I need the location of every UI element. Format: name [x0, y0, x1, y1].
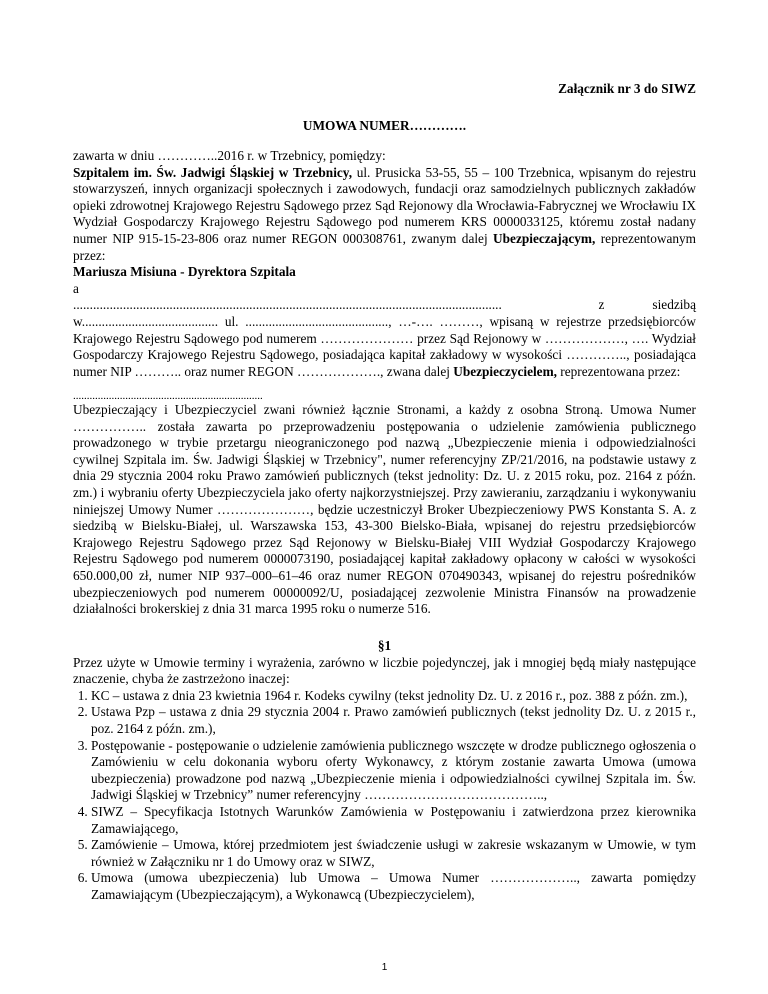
intro-block — [73, 148, 696, 405]
blank-name-line — [73, 297, 696, 314]
party1-paragraph — [73, 165, 696, 265]
party1-text: ul. Prusicka 53-55, 55 – 100 Trzebnica, wpisanym do rejestru stowarzyszeń, innych organizacji społecznych i zawodowych, fundacji oraz samodzielnych publicznych zakładów opieki zdrowotnej Krajowego Rejestru Sądowego przez Sąd Rejonowy dla Wrocławia-Fabrycznej we Wrocławiu IX Wydział Gospodarczy Krajowego Rejestru Sądowego pod numerem KRS 0000033125, któremu został nadany numer NIP 915-15-23-806 oraz numer REGON 000308761, zwanym dalej — [73, 164, 696, 246]
section-1-lead: Przez użyte w Umowie terminy i wyrażenia, zarówno w liczbie pojedynczej, jak i mnogiej będą miały następujące znaczenie, chyba że zastrzeżono inaczej: — [73, 654, 696, 687]
main-paragraph-block — [73, 402, 696, 618]
definitions-list — [73, 688, 696, 904]
party2-role: Ubezpieczycielem, — [453, 363, 557, 379]
main-paragraph: Ubezpieczający i Ubezpieczyciel zwani również łącznie Stronami, a każdy z osobna Stroną. Umowa Numer …………….. została zawarta po przeprowadzeniu postępowania o udzielenie zamówienia publicznego prowadzonego w trybie przetargu nieograniczonego pod nazwą „Ubezpieczenie mienia i odpowiedzialności cywilnej Szpitala im. Św. Jadwigi Śląskiej w Trzebnicy", numer referencyjny ZP/21/2016, na podstawie ustawy z dnia 29 stycznia 2004 roku Prawo zamówień publicznych (tekst jednolity: Dz. U. z 2015 roku, poz. 2164 z późn. zm.) i wybraniu oferty Ubezpieczyciela jako oferty najkorzystniejszej. Przy zawieraniu, zarządzaniu i wykonywaniu niniejszej Umowy Numer …………………, będzie uczestniczył Broker Ubezpieczeniowy PWS Konstanta S. A. z siedzibą w Bielsku-Białej, ul. Warszawska 153, 43-300 Bielsko-Biała, wpisanej do rejestru przedsiębiorców Krajowego Rejestru Sądowego przez Sąd Rejonowy w Bielsku-Białej VIII Wydział Gospodarczy Krajowego Rejestru Sądowego pod numerem 0000073190, posiadającej kapitał zakładowy opłacony w całości w wysokości 650.000,00 zł, numer NIP 937–000–61–46 oraz numer REGON 070490343, wpisanej do rejestru pośredników ubezpieczeniowych pod numerem 00000092/U, posiadającej zezwolenie Ministra Finansów na prowadzenie działalności brokerskiej z dnia 31 marca 1995 roku o numerze 516. — [73, 402, 696, 617]
party1-tail: reprezentowanym przez: — [73, 230, 696, 263]
page-number: 1 — [381, 962, 388, 973]
section-1 — [73, 638, 696, 904]
list-item: 5. Zamówienie – Umowa, której przedmiotem jest świadczenie usługi w zakresie wskazanym w Umowie, w tym również w Załączniku nr 1 do Umowy oraz w SIWZ, — [91, 837, 696, 870]
list-item: 4. SIWZ – Specyfikacja Istotnych Warunków Zamówienia w Postępowaniu i zatwierdzona przez kierownika Zamawiającego, — [91, 804, 696, 837]
list-item: 2. Ustawa Pzp – ustawa z dnia 29 stycznia 2004 r. Prawo zamówień publicznych (tekst jednolity Dz. U. z 2015 r., poz. 2164 z późn. zm.), — [91, 704, 696, 737]
list-item: 3. Postępowanie - postępowanie o udzielenie zamówienia publicznego wszczęte w drodze publicznego ogłoszenia o Zamówieniu w celu dokonania wyboru oferty Wykonawcy, z którym zostanie zawarta Umowa (umowa ubezpieczenia) prowadzone pod nazwą „Ubezpieczenie mienia i odpowiedzialności cywilnej Szpitala im. Św. Jadwigi Śląskiej w Trzebnicy” numer referencyjny ………………………………….., — [91, 738, 696, 804]
section-1-heading: §1 — [377, 638, 392, 653]
party2-tail: reprezentowana przez: — [556, 363, 681, 379]
representative-dots: ..................................................................... — [73, 390, 263, 403]
party1-name: Szpitalem im. Św. Jadwigi Śląskiej w Trzebnicy, — [73, 164, 353, 180]
siedziba-word: siedzibą — [652, 297, 696, 313]
intro-date-line: zawarta w dniu …………..2016 r. w Trzebnicy, pomiędzy: — [73, 148, 386, 163]
annex-label: Załącznik nr 3 do SIWZ — [558, 81, 696, 96]
contract-title: UMOWA NUMER…………. — [302, 118, 467, 133]
and-line: a — [73, 280, 79, 296]
z-word: z — [598, 297, 605, 313]
blank-dots: ................................................................................................................................. — [73, 297, 502, 313]
party2-paragraph — [73, 314, 696, 380]
director-line: Mariusza Misiuna - Dyrektora Szpitala — [73, 264, 296, 280]
list-item: 6. Umowa (umowa ubezpieczenia) lub Umowa – Umowa Numer ……………….., zawarta pomiędzy Zamawiającym (Ubezpieczającym), a Wykonawcą (Ubezpieczycielem), — [91, 870, 696, 903]
party2-text: w......................................... ul. ..........................................., …-…. ………, wpisaną w rejestrze przedsiębiorców Krajowego Rejestru Sądowego pod numerem ………………… przez Sąd Rejonowy w ………………, …. Wydział Gospodarczy Krajowego Rejestru Sądowego, posiadająca kapitał zakładowy w wysokości ………….., posiadająca numer NIP ……….. oraz numer REGON ………………., zwana dalej — [73, 313, 696, 379]
party1-role: Ubezpieczającym, — [493, 230, 596, 246]
list-item: 1. KC – ustawa z dnia 23 kwietnia 1964 r. Kodeks cywilny (tekst jednolity Dz. U. z 2016 r., poz. 388 z późn. zm.), — [91, 688, 696, 705]
